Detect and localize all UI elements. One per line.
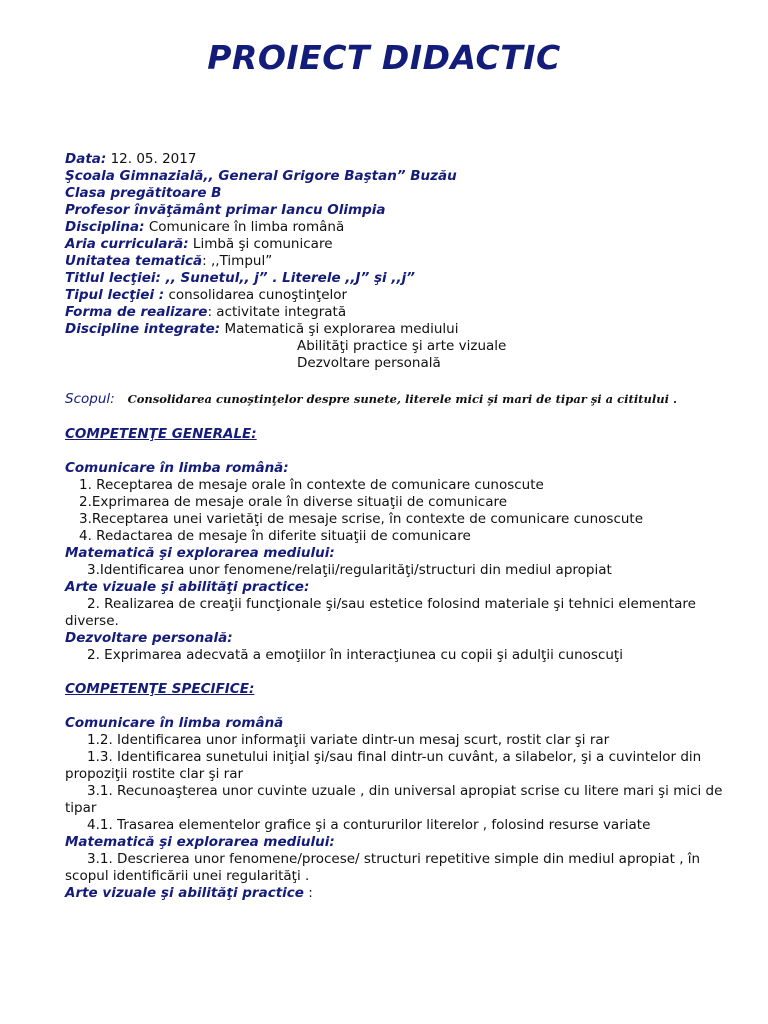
list-item: 3.1. Recunoaşterea unor cuvinte uzuale , din universal apropiat scrise cu litere mari şi mici de tipar [65, 783, 723, 816]
field-value: : activitate integrată [207, 304, 347, 320]
list-item: 1.2. Identificarea unor informaţii variate dintr-un mesaj scurt, rostit clar şi rar [87, 732, 610, 748]
list-item: 3.Receptarea unei varietăţi de mesaje scrise, în contexte de comunicare cunoscute [79, 511, 644, 527]
spacer [65, 372, 745, 389]
group-title: Comunicare în limba română [65, 715, 284, 731]
spacer [65, 698, 745, 715]
field-value: : ,,Timpul” [202, 253, 273, 269]
field-discipline-integrate [65, 321, 745, 338]
list-item: 2.Exprimarea de mesaje orale în diverse situaţii de comunicare [79, 494, 508, 510]
scop-line [65, 389, 745, 409]
field-label: Aria curriculară: [65, 236, 189, 252]
field-value: Limbă şi comunicare [188, 236, 333, 252]
list-item: 4. Redactarea de mesaje în diferite situaţii de comunicare [79, 528, 471, 544]
group-title-row [65, 885, 745, 902]
discipline-extra-item: Abilităţi practice şi arte vizuale [297, 338, 507, 354]
competente-specifice-heading: COMPETENŢE SPECIFICE: [65, 681, 255, 697]
group-title: Arte vizuale şi abilităţi practice: [65, 579, 310, 595]
group-title: Comunicare în limba română: [65, 460, 289, 476]
list-item: 1. Receptarea de mesaje orale în contexte de comunicare cunoscute [79, 477, 544, 493]
field-value: consolidarea cunoştinţelor [164, 287, 348, 303]
list-item: 3.Identificarea unor fenomene/relaţii/regularităţi/structuri din mediul apropiat [87, 562, 612, 578]
spacer [65, 409, 745, 426]
group-title-suffix: : [303, 885, 313, 901]
field-value: Matematică şi explorarea mediului [220, 321, 459, 337]
document-title: PROIECT DIDACTIC [207, 38, 561, 77]
field-value: 12. 05. 2017 [106, 151, 197, 167]
scop-text: Consolidarea cunoştinţelor despre sunete, literele mici şi mari de tipar şi a cititului . [127, 392, 677, 406]
field-label: Clasa pregătitoare B [65, 185, 222, 201]
field-titlul [65, 270, 745, 287]
list-item: 1.3. Identificarea sunetului iniţial şi/sau final dintr-un cuvânt, a silabelor, şi a cuvintelor din propoziţii rostite clar şi rar [65, 749, 702, 782]
field-label: Şcoala Gimnazială,, General Grigore Baştan” Buzău [65, 168, 457, 184]
field-tipul [65, 287, 745, 304]
field-value: Comunicare în limba română [144, 219, 345, 235]
field-forma [65, 304, 745, 321]
field-profesor [65, 202, 745, 219]
field-data [65, 151, 745, 168]
field-clasa [65, 185, 745, 202]
field-label: Data: [65, 151, 107, 167]
field-label: Tipul lecţiei : [65, 287, 165, 303]
group-title: Arte vizuale şi abilităţi practice [65, 885, 304, 901]
field-label: Forma de realizare [65, 304, 208, 320]
group-title: Dezvoltare personală: [65, 630, 233, 646]
field-disciplina [65, 219, 745, 236]
list-item: 2. Exprimarea adecvată a emoţiilor în interacţiunea cu copii şi adulţii cunoscuţi [87, 647, 623, 663]
field-label: Profesor învăţământ primar Iancu Olimpia [65, 202, 386, 218]
group-title: Matematică şi explorarea mediului: [65, 545, 335, 561]
field-label: Titlul lecţiei: ,, Sunetul,, j” . Literele ,,J” şi ,,j” [65, 270, 415, 286]
document-body [65, 151, 745, 902]
field-label: Discipline integrate: [65, 321, 221, 337]
field-aria [65, 236, 745, 253]
spacer [65, 664, 745, 681]
field-label: Disciplina: [65, 219, 145, 235]
list-item: 3.1. Descrierea unor fenomene/procese/ structuri repetitive simple din mediul apropiat , în scopul identificării unei regularităţi . [65, 851, 701, 884]
group-title: Matematică şi explorarea mediului: [65, 834, 335, 850]
field-label: Unitatea tematică [65, 253, 203, 269]
list-item: 4.1. Trasarea elementelor grafice şi a contururilor literelor , folosind resurse variate [87, 817, 651, 833]
field-scoala [65, 168, 745, 185]
scop-label: Scopul: [65, 391, 115, 407]
spacer [65, 443, 745, 460]
discipline-extra-item: Dezvoltare personală [297, 355, 441, 371]
field-unitatea [65, 253, 745, 270]
competente-generale-heading: COMPETENŢE GENERALE: [65, 426, 257, 442]
list-item: 2. Realizarea de creaţii funcţionale şi/sau estetice folosind materiale şi tehnici elementare diverse. [65, 596, 696, 629]
